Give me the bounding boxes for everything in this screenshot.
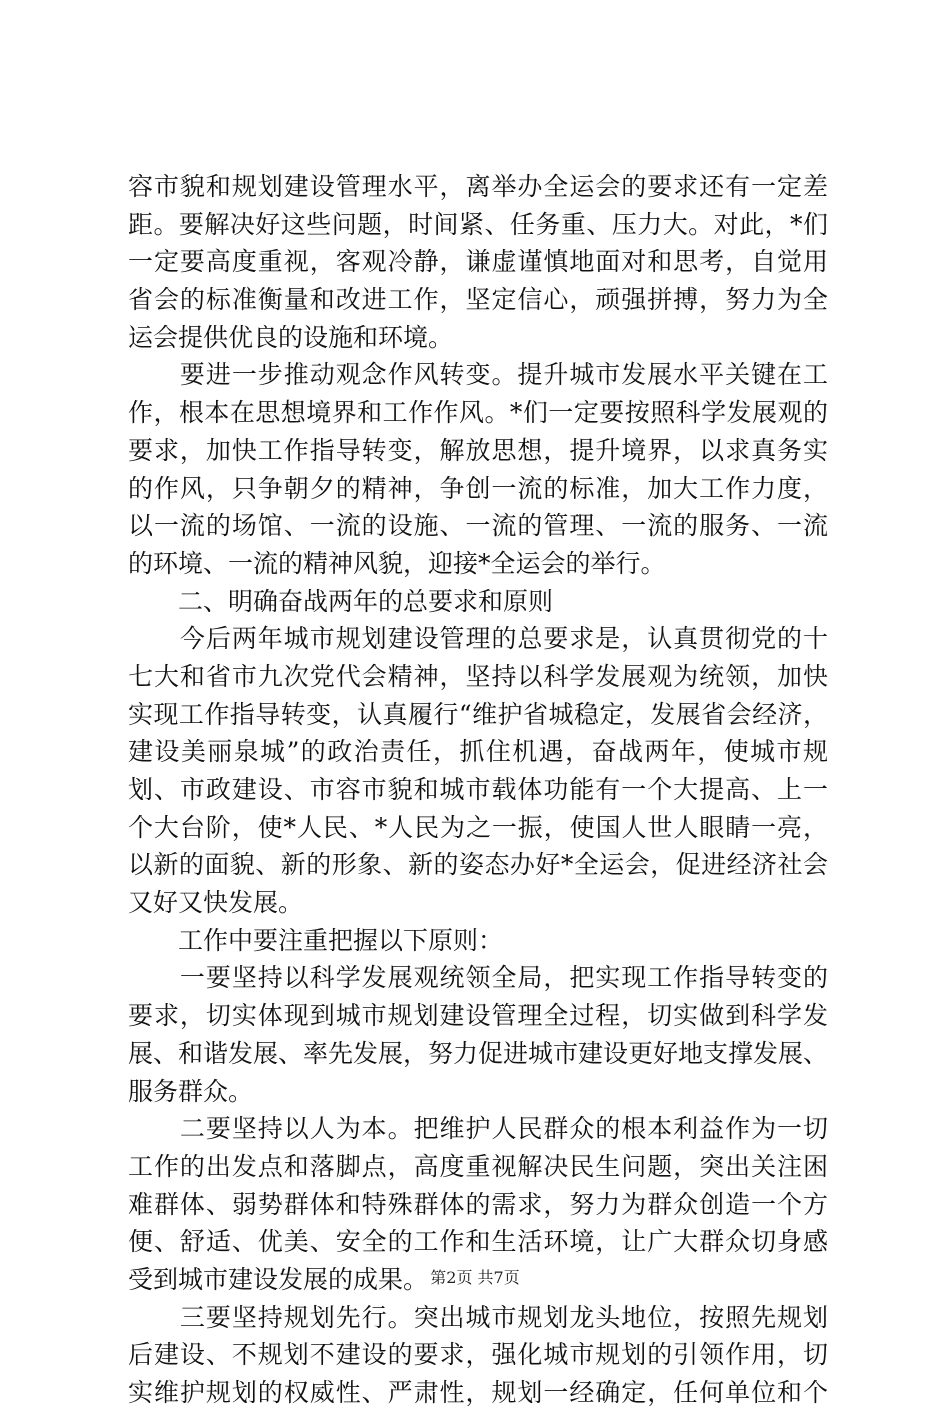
text-line: 实维护规划的权威性、严肃性，规划一经确定，任何单位和个 [128, 1378, 828, 1407]
text-line: 以新的面貌、新的形象、新的姿态办好*全运会，促进经济社会 [128, 850, 828, 880]
text-line: 一要坚持以科学发展观统领全局，把实现工作指导转变的 [128, 963, 828, 993]
text-line: 个大台阶，使*人民、*人民为之一振，使国人世人眼睛一亮， [128, 812, 828, 842]
text-line: 作，根本在思想境界和工作作风。*们一定要按照科学发展观的 [128, 398, 828, 428]
text-line: 工作的出发点和落脚点，高度重视解决民生问题，突出关注困 [128, 1151, 828, 1181]
text-line: 七大和省市九次党代会精神，坚持以科学发展观为统领，加快 [128, 661, 828, 691]
text-line: 距。要解决好这些问题，时间紧、任务重、压力大。对此，*们 [128, 209, 828, 239]
text-line: 以一流的场馆、一流的设施、一流的管理、一流的服务、一流 [128, 511, 828, 541]
text-line: 实现工作指导转变，认真履行“维护省城稳定，发展省会经济， [128, 699, 828, 729]
text-line: 要求，加快工作指导转变，解放思想，提升境界，以求真务实 [128, 435, 828, 465]
text-line: 容市貌和规划建设管理水平，离举办全运会的要求还有一定差 [128, 172, 828, 201]
text-line: 一定要高度重视，客观冷静，谦虚谨慎地面对和思考，自觉用 [128, 247, 828, 277]
text-line: 要求，切实体现到城市规划建设管理全过程，切实做到科学发 [128, 1001, 828, 1031]
text-line: 难群体、弱势群体和特殊群体的需求，努力为群众创造一个方 [128, 1189, 828, 1219]
text-line: 展、和谐发展、率先发展，努力促进城市建设更好地支撑发展、 [128, 1038, 829, 1068]
document-body [128, 168, 828, 1412]
text-line: 的环境、一流的精神风貌，迎接*全运会的举行。 [128, 548, 666, 578]
text-line: 运会提供优良的设施和环境。 [128, 322, 454, 352]
text-line: 省会的标准衡量和改进工作，坚定信心，顽强拼搏，努力为全 [128, 285, 828, 315]
text-line: 又好又快发展。 [128, 888, 304, 918]
text-line: 要进一步推动观念作风转变。提升城市发展水平关键在工 [128, 360, 828, 390]
text-line: 二、明确奋战两年的总要求和原则 [128, 586, 554, 616]
text-line: 服务群众。 [128, 1076, 254, 1106]
text-line: 二要坚持以人为本。把维护人民群众的根本利益作为一切 [128, 1114, 828, 1144]
text-line: 受到城市建设发展的成果。 [128, 1264, 429, 1294]
page-number-footer: 第2页 共7页 [430, 1268, 520, 1287]
text-line: 划、市政建设、市容市貌和城市载体功能有一个大提高、上一 [128, 775, 828, 804]
text-line: 今后两年城市规划建设管理的总要求是，认真贯彻党的十 [128, 624, 828, 654]
text-line: 便、舒适、优美、安全的工作和生活环境，让广大群众切身感 [128, 1227, 828, 1257]
text-line: 的作风，只争朝夕的精神，争创一流的标准，加大工作力度， [128, 473, 828, 503]
text-line: 建设美丽泉城”的政治责任，抓住机遇，奋战两年，使城市规 [128, 737, 828, 767]
text-line: 工作中要注重把握以下原则： [128, 925, 504, 955]
text-line: 三要坚持规划先行。突出城市规划龙头地位，按照先规划 [128, 1302, 828, 1332]
text-line: 后建设、不规划不建设的要求，强化城市规划的引领作用，切 [128, 1340, 828, 1370]
